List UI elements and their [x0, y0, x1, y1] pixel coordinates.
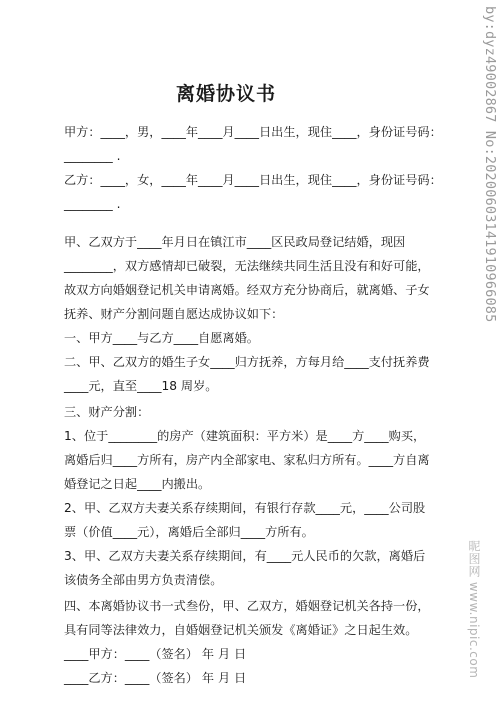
text-line: 甲、乙双方于____年月日在镇江市____区民政局登记结婚，现因 [64, 235, 406, 249]
text-line: 3、甲、乙双方夫妻关系存续期间，有____元人民币的欠款，离婚后 [64, 549, 426, 563]
text-line: ________ . [64, 197, 121, 211]
watermark-id: by:dyz49002867 No:20200603141910966085 [482, 6, 498, 323]
signature-line-party-a: ____甲方：____（签名） 年 月 日 [64, 647, 247, 661]
document-title: 离婚协议书 [175, 83, 276, 105]
text-line: 甲方：____，男，____年____月____日出生，现住____，身份证号码： [64, 125, 442, 139]
text-line: 故双方向婚姻登记机关申请离婚。经双方充分协商后，就离婚、子女 [64, 283, 430, 297]
text-line: 二、甲、乙双方的婚生子女____归方抚养，方每月给____支付抚养费 [64, 355, 430, 369]
text-line: 三、财产分割： [64, 405, 150, 419]
text-line: 1、位于________的房产（建筑面积：平方米）是____方____购买， [64, 429, 426, 443]
text-line: 婚登记之日起____内搬出。 [64, 477, 211, 491]
watermark-site: 昵图网 www.nipic.com [467, 540, 481, 679]
text-line: 具有同等法律效力，自婚姻登记机关颁发《离婚证》之日起生效。 [64, 623, 418, 637]
text-line: 该债务全部由男方负责清偿。 [64, 573, 223, 587]
signature-line-party-b: ____乙方：____（签名） 年 月 日 [64, 671, 247, 685]
text-line: ________，双方感情却已破裂，无法继续共同生活且没有和好可能， [64, 259, 430, 273]
text-line: ____元，直至____18 周岁。 [64, 379, 218, 393]
text-line: 乙方：____，女，____年____月____日出生，现住____，身份证号码： [64, 173, 442, 187]
text-line: 2、甲、乙双方夫妻关系存续期间，有银行存款____元，____公司股 [64, 501, 426, 515]
text-line: 四、本离婚协议书一式叁份，甲、乙双方，婚姻登记机关各持一份， [64, 599, 430, 613]
text-line: 离婚后归____方所有，房产内全部家电、家私归方所有。____方自离 [64, 453, 430, 467]
text-line: 抚养、财产分割问题自愿达成协议如下： [64, 307, 284, 321]
text-line: 票（价值____元），离婚后全部归____方所有。 [64, 525, 314, 539]
text-line: ________ . [64, 149, 121, 163]
text-line: 一、甲方____与乙方____自愿离婚。 [64, 331, 259, 345]
